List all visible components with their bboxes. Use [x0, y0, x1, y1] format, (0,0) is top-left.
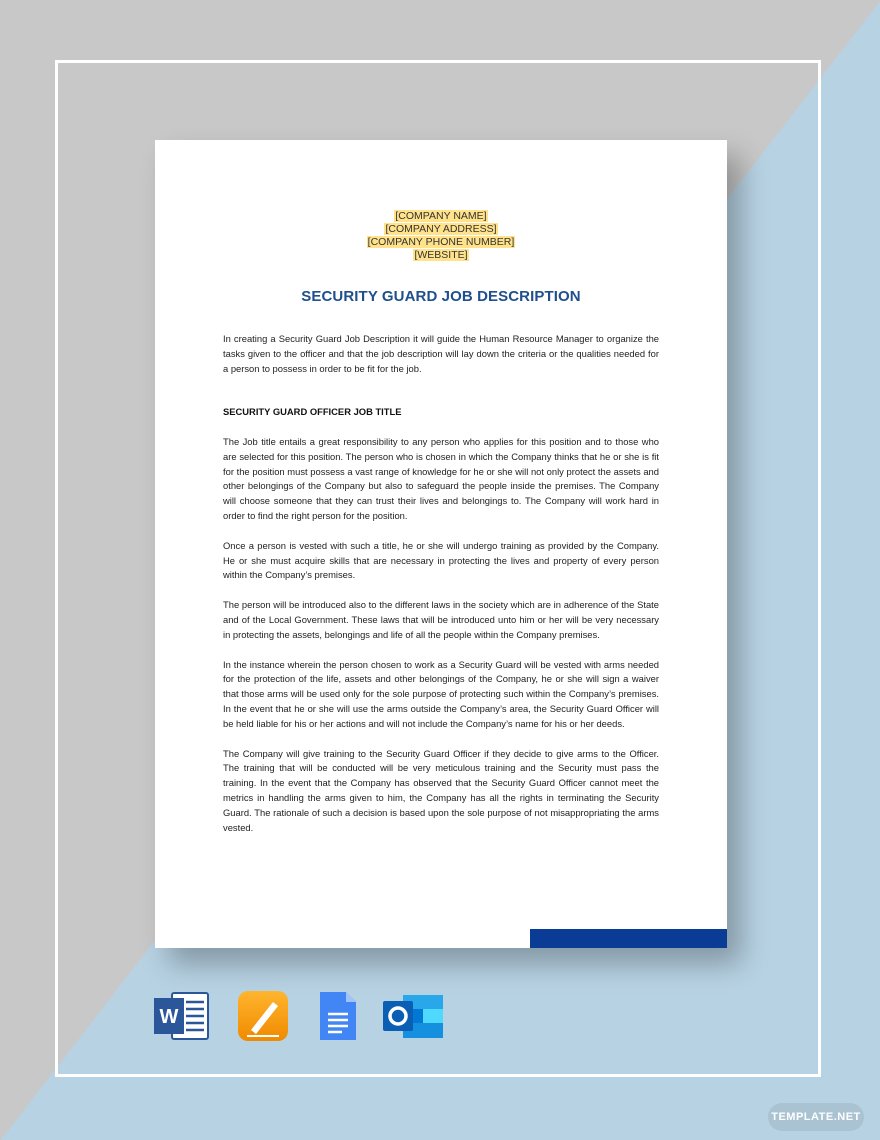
body-paragraphs — [223, 435, 659, 850]
company-address-placeholder: [COMPANY ADDRESS] — [385, 223, 497, 235]
paragraph: The Job title entails a great responsibility to any person who applies for this position and to those who are selected for this position. The person who is chosen in which the Company thinks that he or she is fit for the position must possess a vast range of knowledge for he or she will not only protect the assets and other belongings of the Company but also to safeguard the people inside the premises. The Company will choose someone that they can trust their lives and belongings to. The Company will work hard in order to find the right person for the position. — [223, 436, 659, 521]
microsoft-outlook-icon[interactable] — [383, 990, 445, 1047]
paragraph: The person will be introduced also to the different laws in the society which are in adherence of the State and of the Local Government. These laws that will be introduced unto him or her will be very necessary in protecting the assets, belongings and life of all the people within the Company premises. — [223, 599, 659, 640]
microsoft-word-icon[interactable] — [154, 990, 210, 1047]
document-page — [155, 140, 727, 948]
company-phone-placeholder: [COMPANY PHONE NUMBER] — [367, 236, 515, 248]
paragraph: Once a person is vested with such a title, he or she will undergo training as provided by the Company. He or she must acquire skills that are necessary in protecting the lives and property of every person within the Company’s premises. — [223, 539, 659, 581]
company-name-placeholder: [COMPANY NAME] — [395, 210, 487, 222]
company-header — [155, 210, 727, 262]
google-docs-icon[interactable] — [318, 990, 358, 1047]
template-net-badge[interactable]: TEMPLATE.NET — [768, 1103, 864, 1131]
paragraph: In the instance wherein the person chosen to work as a Security Guard will be vested with arms needed for the protection of the life, assets and other belongings of the Company, he or she will sign a waiver that those arms will be used only for the sole purpose of protecting such within the Company’s premises. In the event that he or she will use the arms outside the Company’s area, the Security Guard Officer will be held liable for his or her actions and will not include the Company’s name for his or her deeds. — [223, 658, 659, 729]
website-placeholder: [WEBSITE] — [414, 249, 468, 261]
intro-block — [223, 332, 659, 391]
intro-paragraph: In creating a Security Guard Job Description it will guide the Human Resource Manager to organize the tasks given to the officer and that the job description will lay down the criteria or the qualities needed for a person to possess in order to be fit for the job. — [223, 333, 659, 374]
apple-pages-icon[interactable] — [237, 990, 289, 1047]
document-title: SECURITY GUARD JOB DESCRIPTION — [301, 288, 581, 305]
footer-accent-bar — [530, 929, 727, 948]
paragraph: The Company will give training to the Security Guard Officer if they decide to give arms to the Officer. The training that will be conducted will be very meticulous training and the Security must pass the training. In the event that the Company has observed that the Security Guard Officer cannot meet the metrics in handling the arms given to him, the Company has all the rights in terminating the Security Guard. The rationale of such a decision is based upon the sole purpose of not misappropriating the arms vested. — [223, 747, 659, 833]
svg-text:W: W — [159, 1006, 179, 1028]
section-title: SECURITY GUARD OFFICER JOB TITLE — [223, 406, 402, 417]
